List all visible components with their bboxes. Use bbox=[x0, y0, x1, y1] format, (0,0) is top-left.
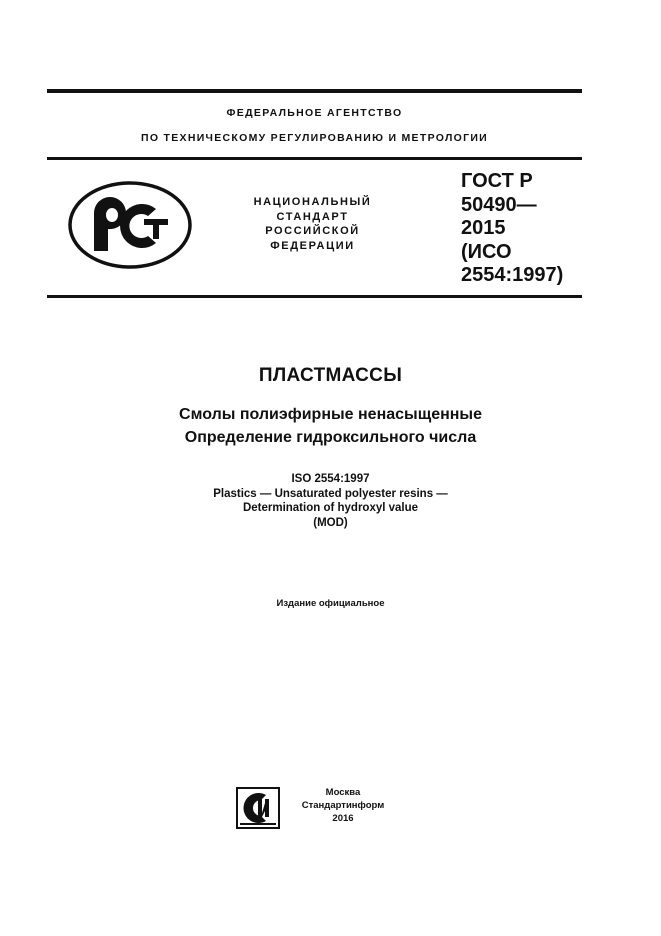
agency-name-line2: ПО ТЕХНИЧЕСКОМУ РЕГУЛИРОВАНИЮ И МЕТРОЛОГИИ bbox=[140, 132, 489, 144]
iso-reference-line: Determination of hydroxyl value bbox=[242, 502, 419, 514]
document-title: ПЛАСТМАССЫ bbox=[258, 365, 403, 386]
subtitle-line: Определение гидроксильного числа bbox=[184, 429, 477, 446]
agency-name-line1: ФЕДЕРАЛЬНОЕ АГЕНТСТВО bbox=[226, 107, 403, 119]
rst-certification-mark-icon bbox=[68, 181, 192, 269]
iso-reference-line: Plastics — Unsaturated polyester resins — bbox=[213, 487, 448, 500]
status-line: РОССИЙСКОЙ bbox=[265, 225, 360, 237]
standard-status-block bbox=[230, 195, 395, 253]
designation-line: (ИСО bbox=[461, 240, 512, 263]
publisher-year: 2016 bbox=[332, 813, 354, 824]
status-line: НАЦИОНАЛЬНЫЙ bbox=[253, 196, 372, 208]
publisher-name: Стандартинформ bbox=[301, 800, 385, 811]
status-line: СТАНДАРТ bbox=[276, 210, 349, 223]
document-subtitle bbox=[0, 403, 661, 449]
designation-line: 50490— bbox=[461, 193, 537, 216]
subtitle-line: Смолы полиэфирные ненасыщенные bbox=[179, 406, 482, 423]
standard-designation bbox=[461, 170, 563, 288]
designation-line: ГОСТ Р bbox=[461, 170, 533, 192]
iso-reference bbox=[0, 472, 661, 530]
designation-line: 2015 bbox=[461, 217, 506, 239]
designation-line: 2554:1997) bbox=[461, 264, 564, 286]
bottom-rule bbox=[47, 295, 582, 298]
status-line: ФЕДЕРАЦИИ bbox=[270, 239, 355, 252]
top-rule bbox=[47, 89, 582, 93]
publisher-city: Москва bbox=[325, 787, 361, 798]
edition-label: Издание официальное bbox=[276, 598, 385, 609]
iso-reference-line: (MOD) bbox=[313, 516, 348, 529]
publisher-info bbox=[293, 786, 393, 825]
iso-reference-line: ISO 2554:1997 bbox=[291, 473, 370, 485]
standartinform-logo-icon bbox=[236, 787, 280, 829]
middle-rule bbox=[47, 157, 582, 160]
